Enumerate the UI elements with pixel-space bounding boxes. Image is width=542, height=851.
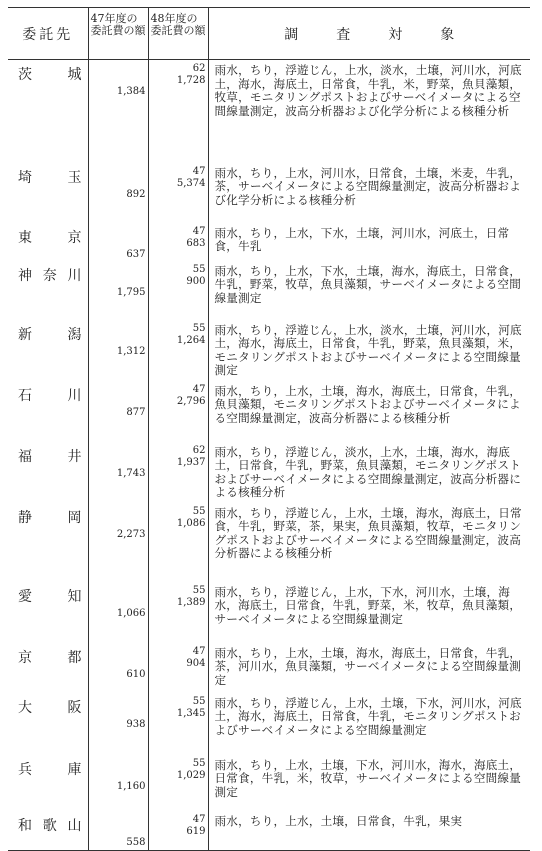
fy48-amount-lower: 1,937 (176, 456, 206, 468)
fy47-amount-cell (88, 442, 148, 503)
fy48-amount-cell (148, 503, 208, 582)
fy48-amount-cell (148, 223, 208, 261)
fy48-amount-lower: 683 (186, 237, 206, 249)
table-row (8, 381, 530, 442)
fy48-amount-cell (148, 643, 208, 693)
fy48-amount-upper: 55 (192, 584, 206, 596)
survey-subject-cell: 雨水，ちり，上水，土壌，海水，海底土，日常食，牛乳，茶，河川水，魚貝藻類，サーベイメータによる空間線量測定 (214, 645, 522, 687)
fy47-amount-cell (88, 503, 148, 582)
fy48-amount-cell (148, 755, 208, 811)
fy48-amount-upper: 47 (192, 383, 206, 395)
table-header (8, 8, 530, 60)
fy48-amount-lower: 1,728 (176, 75, 206, 86)
prefecture-cell: 東京 (18, 229, 82, 246)
prefecture-cell: 神奈川 (18, 267, 82, 284)
prefecture-cell: 石川 (18, 387, 82, 404)
table-row (8, 223, 530, 261)
table-row (8, 320, 530, 381)
survey-subject-cell: 雨水，ちり，浮遊じん，上水，下水，河川水，土壌，海水，海底土，日常食，牛乳，野菜，米，牧草，魚貝藻類，サーベイメータによる空間線量測定 (214, 584, 522, 626)
fy48-amount-upper: 47 (192, 165, 206, 177)
fy48-amount-upper: 55 (192, 757, 206, 769)
fy47-amount-cell (88, 643, 148, 693)
fy47-amount-cell (88, 693, 148, 755)
table-body (8, 60, 530, 851)
fy48-amount-cell (148, 60, 208, 163)
prefecture-cell: 埼玉 (18, 169, 82, 186)
fy48-amount-lower: 2,796 (176, 395, 206, 407)
survey-subject-cell: 雨水，ちり，上水，土壌，海水，海底土，日常食，牛乳，魚貝藻類，モニタリングポストおよびサーベイメータによる空間線量測定，波高分析器による核種分析 (214, 383, 522, 425)
prefecture-cell: 愛知 (18, 588, 82, 605)
fy48-amount-lower: 1,029 (176, 769, 206, 781)
prefecture-cell: 茨城 (18, 67, 82, 83)
header-fy47: 47年度の委託費の額 (88, 8, 148, 60)
survey-subject-cell: 雨水，ちり，浮遊じん，淡水，上水，土壌，海水，海底土，日常食，牛乳，野菜，魚貝藻類，モニタリングポストおよびサーベイメータによる空間線量測定，波高分析器による核種分析 (214, 444, 522, 499)
fy47-amount: 1,743 (116, 467, 146, 479)
table-row (8, 643, 530, 693)
survey-subject-cell: 雨水，ちり，上水，河川水，日常食，土壌，米麦，牛乳，茶，サーベイメータによる空間線量測定，波高分析器および化学分析による核種分析 (214, 165, 522, 207)
fy48-amount-upper: 47 (192, 645, 206, 657)
survey-subject-cell: 雨水，ちり，浮遊じん，上水，淡水，土壌，河川水，河底土，海水，海底土，日常食，牛乳，野菜，魚貝藻類，米，モニタリングポストおよびサーベイメータによる空間線量測定 (214, 322, 522, 377)
fy47-amount: 1,312 (116, 345, 146, 357)
fy48-amount-lower: 1,086 (176, 517, 206, 529)
table-row (8, 755, 530, 811)
survey-subject-cell: 雨水，ちり，浮遊じん，上水，土壌，海水，海底土，日常食，牛乳，野菜，茶，果実，魚貝藻類，牧草，モニタリングポストおよびサーベイメータによる空間線量測定，波高分析器による核種分析 (214, 505, 522, 560)
fy48-amount-lower: 1,389 (176, 596, 206, 608)
table-row (8, 693, 530, 755)
prefecture-cell: 新潟 (18, 326, 82, 343)
table-row (8, 442, 530, 503)
fy47-amount-cell (88, 60, 148, 163)
fy47-amount: 938 (126, 718, 146, 730)
survey-subject-cell: 雨水，ちり，上水，土壌，日常食，牛乳，果実 (208, 811, 530, 851)
fy48-amount-upper: 55 (192, 322, 206, 334)
fy47-amount-cell (88, 811, 148, 851)
header-fy48: 48年度の委託費の額 (148, 8, 208, 60)
fy48-amount-cell (148, 381, 208, 442)
table-row (8, 163, 530, 223)
fy47-amount: 1,160 (116, 780, 146, 792)
prefecture-cell: 京都 (18, 649, 82, 666)
prefecture-cell: 静岡 (18, 509, 82, 526)
fy48-amount-upper: 55 (192, 505, 206, 517)
table-row (8, 261, 530, 320)
fy48-amount-upper: 47 (192, 225, 206, 237)
fy47-amount-cell (88, 582, 148, 643)
fy48-amount-lower: 904 (186, 657, 206, 669)
prefecture-cell: 大阪 (18, 699, 82, 716)
fy48-amount-cell (148, 261, 208, 320)
fy47-amount-cell (88, 223, 148, 261)
header-prefecture: 委託先 (8, 8, 88, 60)
fy48-amount-upper: 62 (192, 444, 206, 456)
fy47-amount: 1,384 (116, 86, 146, 97)
survey-subject-cell: 雨水，ちり，浮遊じん，上水，淡水，土壌，河川水，河底土，海水，海底土，日常食，牛乳，米，野菜，魚貝藻類，牧草，モニタリングポストおよびサーベイメータによる空間線量測定，波高分析器および化学分析による核種分析 (214, 63, 522, 118)
prefecture-cell: 和歌山 (8, 811, 88, 851)
commission-table-sheet (8, 7, 530, 851)
fy48-amount-cell (148, 320, 208, 381)
fy47-amount: 892 (126, 188, 146, 200)
fy47-amount: 637 (126, 248, 146, 260)
survey-subject-cell: 雨水，ちり，上水，下水，土壌，河川水，河底土，日常食，牛乳 (214, 225, 510, 253)
fy47-amount-cell (88, 320, 148, 381)
table-row (8, 60, 530, 163)
fy47-amount-cell (88, 163, 148, 223)
commission-table (8, 7, 530, 851)
fy48-amount-cell (148, 442, 208, 503)
fy48-amount-upper: 47 (192, 813, 206, 825)
fy48-amount-cell (148, 582, 208, 643)
fy47-amount-cell (88, 381, 148, 442)
prefecture-cell: 福井 (18, 448, 82, 465)
fy48-amount-lower: 1,264 (176, 334, 206, 346)
survey-subject-cell: 雨水，ちり，上水，下水，土壌，海水，海底土，日常食，牛乳，野菜，牧草，魚貝藻類，サーベイメータによる空間線量測定 (214, 263, 522, 305)
fy47-amount: 2,273 (116, 528, 146, 540)
fy48-amount-upper: 55 (192, 695, 206, 707)
fy47-amount-cell (88, 755, 148, 811)
fy48-amount-cell (148, 693, 208, 755)
header-subject: 調査対象 (208, 8, 530, 60)
fy47-amount: 1,795 (116, 286, 146, 298)
fy48-amount-cell (148, 163, 208, 223)
fy48-amount-cell (148, 811, 208, 851)
fy47-amount: 877 (126, 406, 146, 418)
fy48-amount-lower: 900 (186, 275, 206, 287)
fy47-amount: 610 (126, 668, 146, 680)
table-row (8, 503, 530, 582)
fy47-amount: 1,066 (116, 607, 146, 619)
table-row (8, 582, 530, 643)
table-row (8, 811, 530, 851)
survey-subject-cell: 雨水，ちり，上水，土壌，下水，河川水，海水，海底土，日常食，牛乳，米，牧草，サーベイメータによる空間線量測定 (214, 757, 522, 799)
fy48-amount-upper: 55 (192, 263, 206, 275)
fy48-amount-upper: 62 (192, 63, 206, 74)
prefecture-cell: 兵庫 (18, 761, 82, 778)
fy48-amount-lower: 5,374 (176, 177, 206, 189)
survey-subject-cell: 雨水，ちり，浮遊じん，上水，土壌，下水，河川水，河底土，海水，海底土，日常食，牛乳，モニタリングポストおよびサーベイメータによる空間線量測定 (214, 695, 522, 737)
fy47-amount-cell (88, 261, 148, 320)
fy48-amount-lower: 619 (186, 825, 206, 837)
fy48-amount-lower: 1,345 (176, 707, 206, 719)
fy47-amount: 558 (126, 836, 146, 848)
